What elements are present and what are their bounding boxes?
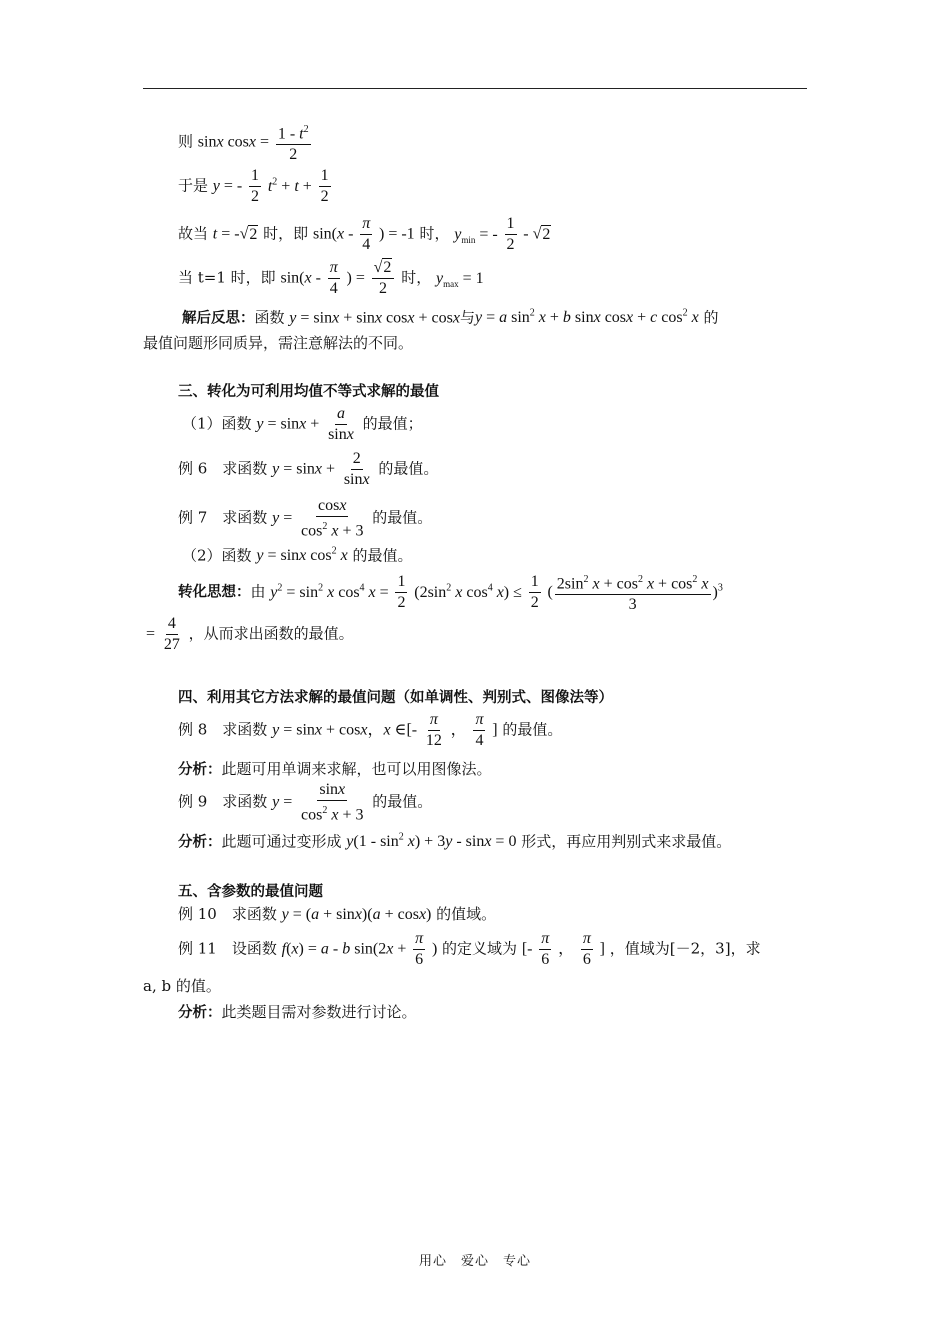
section-5-title: 五、含参数的最值问题 [178, 884, 323, 900]
conversion-result: = $\frac{4}{27}$ ，从而求出函数的最值。 [146, 615, 354, 653]
line-ymin: 故当 t = -√2 时，即 sin(x - $\frac{\pi}{4}$ ) = -1 时， $y_{min}$ = - $\frac{1}{2}$ - √2 [178, 215, 551, 253]
item-1: （1）函数 y = sinx + $\frac{a}{\sin x}$ 的最值； [182, 405, 423, 443]
line-ymax: 当 t=1 时，即 sin(x - $\frac{\pi}{4}$ ) = $\frac{√2}{2}$ 时， $y_{max} = 1$ [178, 259, 484, 297]
example-11-line2: a, b 的值。 [143, 977, 221, 995]
item-2: （2）函数 y = sinx $\cos^2 x$ 的最值。 [182, 546, 413, 565]
reflection-line1: 解后反思：函数 y = sinx + sinx cosx + cosx与y = a $\sin^2 x + b$ sinx cosx + c $\cos^2 x$ 的 [182, 308, 719, 327]
line-sinxcosx: 则 sinx cosx = $\frac{1 - t^2}{2}$ [178, 120, 313, 165]
header-rule [143, 88, 807, 89]
example-9: 例 9 求函数 y = $\frac{\sin x}{\cos^2 x + 3}$ 的最值。 [178, 781, 433, 824]
analysis-3: 分析：此类题目需对参数进行讨论。 [178, 1003, 417, 1021]
analysis-1: 分析：此题可用单调来求解，也可以用图像法。 [178, 760, 492, 778]
conversion-idea: 转化思想：由 $y^2 = \sin^2 x$ $\cos^4 x$ = $\frac{1}{2}$ ($2\sin^2$ x $\cos^4 x$) ≤ $\frac{1}{2}$ ( $\frac{2\sin^2 x + \cos^2 x + \cos^2 x}{3}$ )$^3$ [178, 570, 723, 615]
section-4-title: 四、利用其它方法求解的最值问题（如单调性、判别式、图像法等） [178, 690, 613, 706]
example-11: 例 11 设函数 f(x) = a - b sin(2x + $\frac{\pi}{6}$ ) 的定义域为 [- $\frac{\pi}{6}$ ， $\frac{\pi}{6}$ ] ，值域为[－2，3]，求 [178, 930, 761, 968]
example-7: 例 7 求函数 y = $\frac{\cos x}{\cos^2 x + 3}$ 的最值。 [178, 497, 433, 540]
example-8: 例 8 求函数 y = sinx + cosx，x ∈[- $\frac{\pi}{12}$ ， $\frac{\pi}{4}$ ] 的最值。 [178, 711, 563, 749]
section-3-title: 三、转化为可利用均值不等式求解的最值 [178, 384, 439, 400]
line-y-in-t: 于是 y = - $\frac{1}{2}$ $t^2 + t$ + $\frac{1}{2}$ [178, 167, 329, 205]
analysis-2: 分析：此题可通过变形成 $y(1 - \sin^2 x) + 3y - \sin x = 0$ 形式，再应用判别式来求最值。 [178, 832, 732, 851]
page-footer: 用心 爱心 专心 [418, 1254, 531, 1269]
example-10: 例 10 求函数 y = (a + sinx)(a + cosx) 的值域。 [178, 905, 497, 923]
reflection-line2: 最值问题形同质异，需注意解法的不同。 [143, 334, 414, 352]
example-6: 例 6 求函数 y = sinx + $\frac{2}{\sin x}$ 的最值。 [178, 450, 439, 488]
